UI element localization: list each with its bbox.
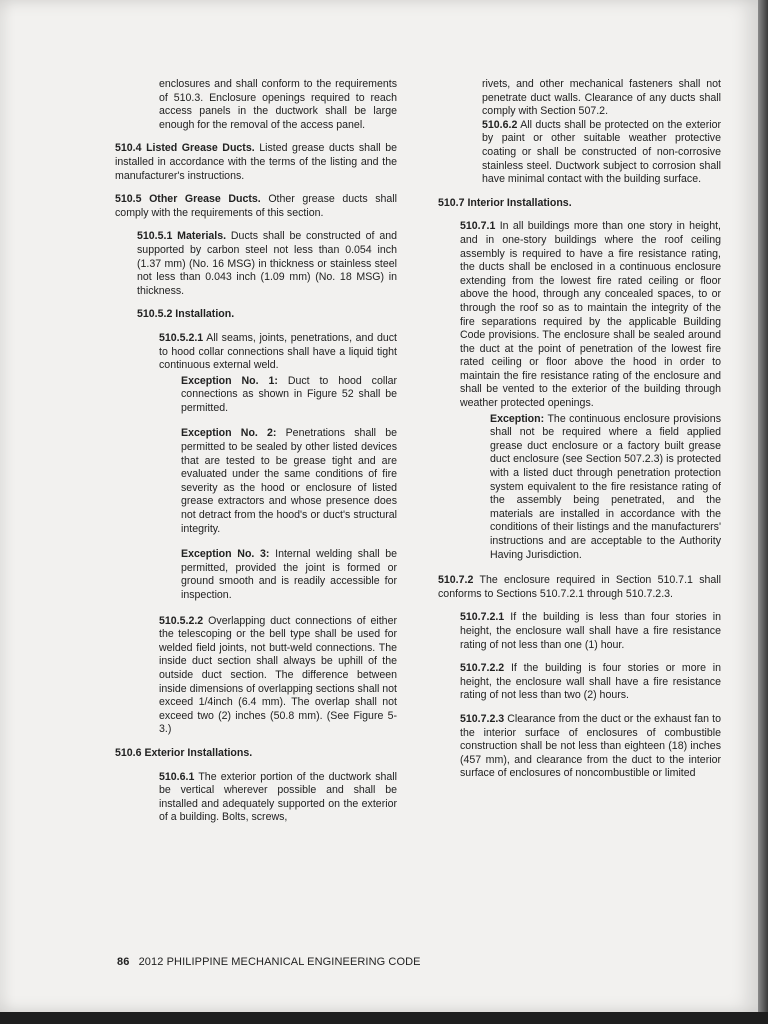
page-edge-shadow [758, 0, 768, 1024]
section-text: The exterior portion of the ductwork shall be vertical wherever possible and shall be installed and adequately supported on the exterior of a building. Bolts, screws, [159, 770, 397, 824]
exception-2 [181, 427, 397, 536]
section-text: In all buildings more than one story in height, and in one-story buildings where the roof ceiling assembly is required to have a fire resistance rating, the ducts shall be enclosed in a continuous enclosure extending from the lowest fire rated ceiling or floor above the hood, through any concealed spaces, to or through the roof so as to maintain the integrity of the fire separations required by the applicable Building Code provisions. The enclosure shall be sealed around the duct at the point of penetration of the lowest fire rated ceiling or floor above the hood in order to maintain the fire resistance rating of the enclosure and shall be vented to the exterior of the building through weather protected openings. [460, 220, 721, 410]
section-heading: 510.6.1 [159, 770, 195, 783]
section-text: If the building is less than four stories in height, the enclosure wall shall have a fire resistance rating of not less than one (1) hour. [460, 611, 721, 651]
section-heading: 510.4 Listed Grease Ducts. [115, 142, 255, 155]
section-heading: 510.6 Exterior Installations. [115, 746, 253, 759]
exception-text: The continuous enclosure provisions shall not be required where a field applied grease duct enclosure or a factory built grease duct enclosure (see Section 507.2.3) is protected with a listed duct through penetration protection system equivalent to the fire resistance rating of the assembly being penetrated, and the materials are installed in accordance with the conditions of their listings and the manufacturers' instructions and are acceptable to the Authority Having Jurisdiction. [490, 412, 721, 561]
section-510-5 [115, 193, 397, 220]
section-510-6-1 [115, 771, 397, 825]
section-heading: 510.7.2.1 [460, 611, 505, 624]
section-heading: 510.5.2.2 [159, 614, 204, 627]
section-510-4 [115, 142, 397, 183]
section-heading: 510.6.2 [482, 118, 518, 131]
section-510-7 [438, 197, 721, 211]
footer-title: 2012 PHILIPPINE MECHANICAL ENGINEERING CODE [138, 956, 421, 968]
left-column [115, 78, 397, 835]
exception [490, 413, 721, 563]
section-heading: 510.5.2.1 [159, 331, 204, 344]
section-heading: 510.7.2.2 [460, 662, 505, 675]
section-text: Clearance from the duct or the exhaust fan to the interior surface of enclosures of combustible construction shall be not less than eighteen (18) inches (457 mm), and clearance from the duct to the interior surface of enclosures of noncombustible or limited [460, 712, 721, 780]
section-510-7-2-2 [438, 662, 721, 703]
exception-heading: Exception No. 3: [181, 548, 270, 561]
section-510-7-2 [438, 574, 721, 601]
paragraph: enclosures and shall conform to the requirements of 510.3. Enclosure openings required to reach access panels in the ductwork shall be large enough for the removal of the access panel. [159, 78, 397, 131]
section-heading: 510.5 Other Grease Ducts. [115, 193, 261, 206]
paragraph: rivets, and other mechanical fasteners shall not penetrate duct walls. Clearance of any ducts shall comply with Section 507.2. [482, 78, 721, 118]
section-text: Ducts shall be constructed of and supported by carbon steel not less than 0.054 inch (1.37 mm) (No. 16 MSG) in thickness or stainless steel not less than 0.043 inch (1.09 mm) (No. 18 MSG) in thickness. [137, 230, 397, 297]
exception-heading: Exception: [490, 412, 545, 425]
section-heading: 510.5.2 Installation. [137, 308, 235, 321]
section-text: Listed grease ducts shall be installed in accordance with the terms of the listing and the manufacturer's instructions. [115, 142, 397, 182]
section-heading: 510.7.1 [460, 220, 496, 233]
section-510-5-2-2 [115, 615, 397, 737]
right-column [438, 78, 721, 791]
exception-text: Penetrations shall be permitted to be sealed by other listed devices that are tested to be grease tight and are evaluated under the same conditions of fire severity as the hood or enclosure of listed grease extractors and whose presence does not detract from the hood's or duct's structural integrity. [181, 427, 397, 535]
section-text: All seams, joints, penetrations, and duct to hood collar connections shall have a liquid tight continuous external weld. [159, 331, 397, 372]
page-number: 86 [117, 956, 130, 968]
page-footer [117, 956, 421, 968]
exception-text: Duct to hood collar connections as shown in Figure 52 shall be permitted. [181, 374, 397, 414]
exception-heading: Exception No. 2: [181, 427, 277, 440]
section-heading: 510.7.2.3 [460, 712, 505, 725]
section-510-7-2-3 [438, 713, 721, 781]
page-edge-bottom [0, 1012, 768, 1024]
section-text: If the building is four stories or more in height, the enclosure wall shall have a fire resistance rating of not less than two (2) hours. [460, 662, 721, 702]
section-heading: 510.7.2 [438, 574, 474, 587]
section-text: Overlapping duct connections of either the telescoping or the bell type shall be used for welded field joints, not butt-weld connections. The inside duct section shall always be uphill of the outside duct section. The difference between inside dimensions of overlapping sections shall not exceed 1/4inch (6.4 mm). The overlap shall not exceed two (2) inches (50.8 mm). (See Figure 5-3.) [159, 614, 397, 736]
section-510-5-1 [115, 230, 397, 298]
section-text: All ducts shall be protected on the exterior by paint or other suitable weather protective coating or shall be constructed of non-corrosive stainless steel. Ductwork subject to corrosion shall have minimal contact with the building surface. [482, 118, 721, 186]
section-text: The enclosure required in Section 510.7.1 shall conforms to Sections 510.7.2.1 through 510.7.2.3. [438, 574, 721, 600]
section-510-6 [115, 747, 397, 761]
section-510-7-1 [438, 220, 721, 410]
exception-3 [181, 548, 397, 602]
section-510-6-2 [438, 119, 721, 187]
exception-1 [181, 375, 397, 416]
section-heading: 510.7 Interior Installations. [438, 196, 572, 209]
section-510-5-2 [115, 308, 397, 322]
section-heading: 510.5.1 Materials. [137, 230, 227, 243]
section-text: Other grease ducts shall comply with the requirements of this section. [115, 193, 397, 219]
exception-text: Internal welding shall be permitted, provided the joint is formed or ground smooth and is readily accessible for inspection. [181, 548, 398, 601]
section-510-7-2-1 [438, 611, 721, 652]
exception-heading: Exception No. 1: [181, 374, 278, 387]
section-510-5-2-1 [115, 332, 397, 373]
